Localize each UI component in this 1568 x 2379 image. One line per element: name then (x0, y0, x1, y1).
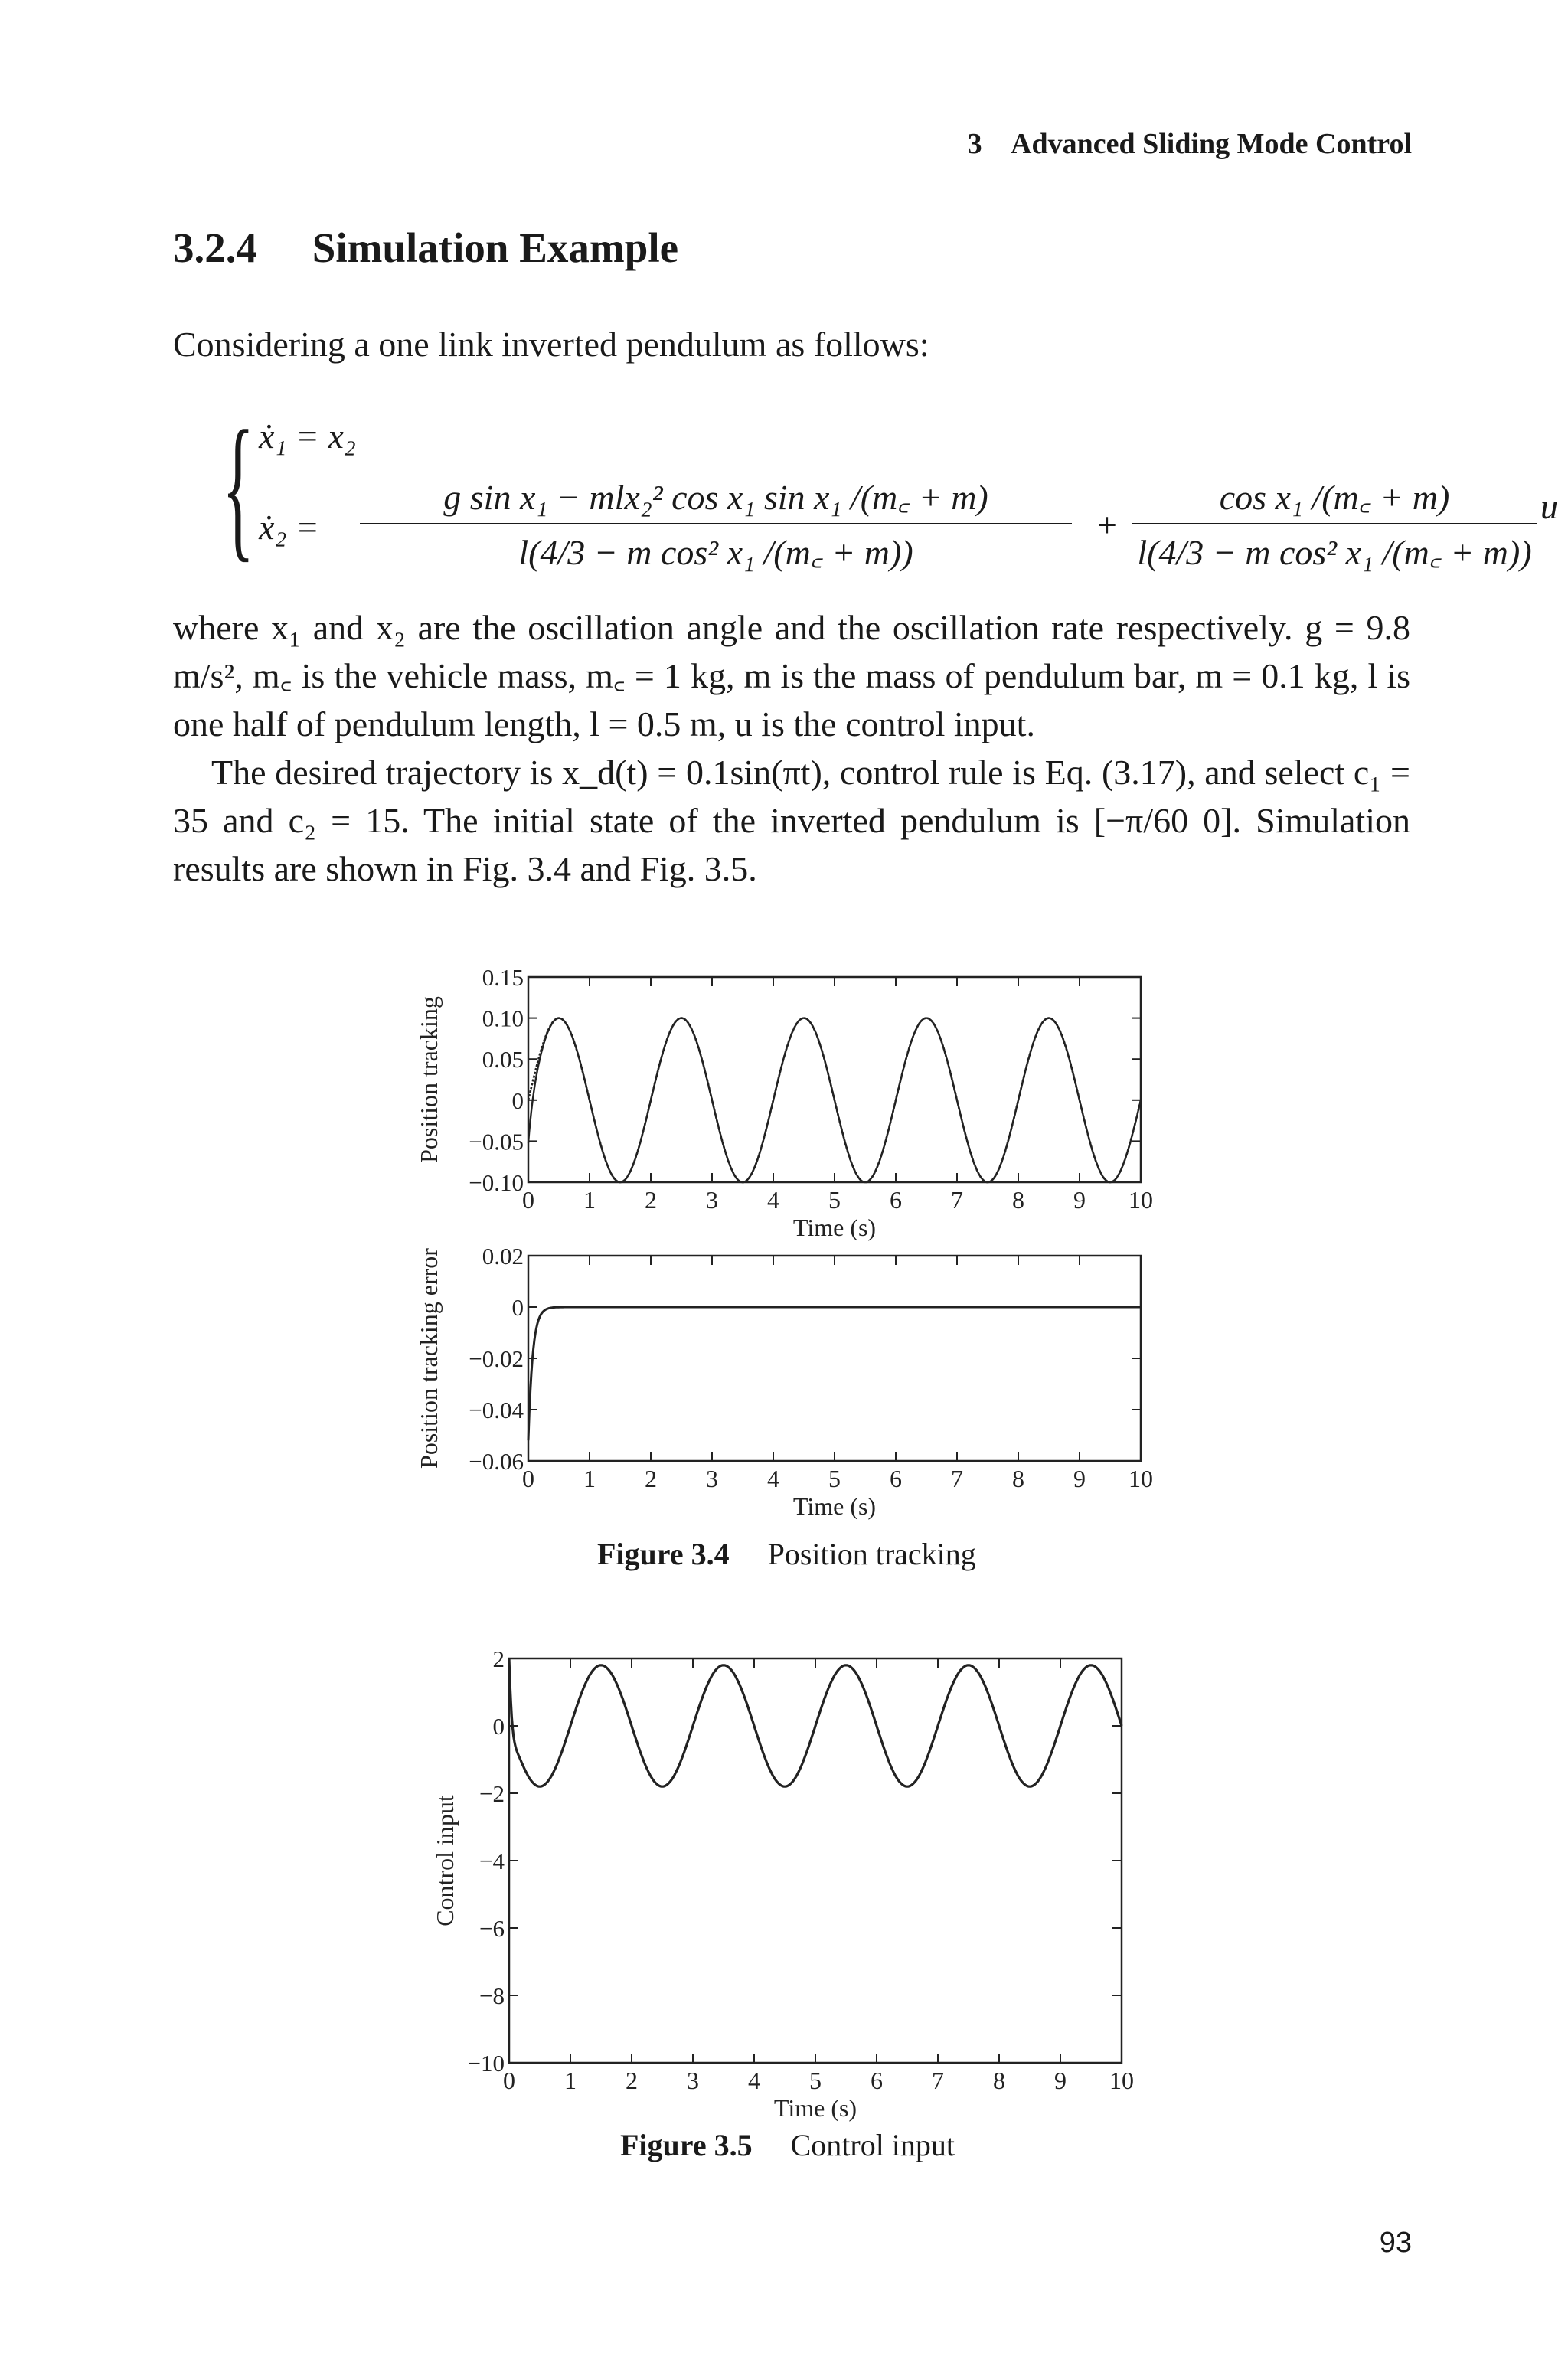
y-tick-label: −4 (479, 1848, 505, 1874)
figure-3-5 (431, 1645, 1164, 2125)
x-axis-label: Time (s) (792, 1492, 877, 1520)
figure-3-5-plot (431, 1645, 1164, 2122)
equation-row-1: ẋ₁ = x₂ (259, 417, 356, 456)
x-tick-label: 7 (951, 1465, 963, 1492)
equation-brace: { (222, 398, 255, 576)
y-tick-label: 0 (492, 1713, 505, 1740)
y-axis-label: Control input (431, 1795, 459, 1926)
x-tick-label: 5 (809, 2067, 822, 2094)
y-tick-label: 0 (511, 1087, 524, 1114)
y-tick-label: −0.02 (469, 1345, 524, 1372)
figure-3-4 (417, 966, 1175, 1529)
section-title-text: Simulation Example (312, 224, 679, 271)
y-axis-label: Position tracking error (415, 1248, 443, 1469)
x-tick-label: 3 (706, 1186, 718, 1214)
fraction-2 (1132, 472, 1537, 575)
fraction-1-denominator: l(4/3 − m cos² x₁ /(m꜀ + m)) (518, 533, 913, 572)
figure-3-5-caption (620, 2127, 955, 2163)
plot-frame (528, 977, 1141, 1182)
fraction-1 (360, 472, 1072, 575)
y-tick-label: −0.05 (469, 1128, 524, 1155)
x-tick-label: 8 (1012, 1186, 1024, 1214)
x-tick-label: 2 (645, 1465, 657, 1492)
x-tick-label: 0 (522, 1465, 534, 1492)
x-tick-label: 0 (522, 1186, 534, 1214)
fraction-2-numerator: cos x₁ /(m꜀ + m) (1219, 478, 1450, 517)
y-tick-label: 0.05 (482, 1046, 524, 1073)
y-tick-label: 0.15 (482, 964, 524, 991)
fraction-2-denominator: l(4/3 − m cos² x₁ /(m꜀ + m)) (1137, 533, 1532, 572)
equation-row-2-lhs: ẋ₂ = (259, 508, 319, 547)
figure-3-5-caption-text: Control input (790, 2128, 956, 2162)
x-tick-label: 5 (828, 1186, 841, 1214)
y-axis-label: Position tracking (415, 996, 443, 1163)
x-tick-label: 4 (767, 1465, 779, 1492)
x-tick-label: 6 (890, 1465, 902, 1492)
x-tick-label: 2 (626, 2067, 638, 2094)
x-tick-label: 4 (767, 1186, 779, 1214)
figure-3-4-caption (597, 1536, 976, 1572)
body-text (173, 603, 1410, 893)
y-tick-label: 0 (511, 1294, 524, 1321)
x-tick-label: 9 (1073, 1186, 1086, 1214)
running-head (968, 127, 1412, 161)
body-paragraph-1: where x₁ and x₂ are the oscillation angle and the oscillation rate respectively. g = 9.8 m/s², m꜀ is the vehicle mass, m꜀ = 1 kg, m is the mass of pendulum bar, m = 0.1 kg, l is one half of pendulum length, l = 0.5 m, u is the control input. (173, 608, 1410, 743)
x-tick-label: 6 (890, 1186, 902, 1214)
x-tick-label: 10 (1129, 1465, 1153, 1492)
series-control-input (509, 1658, 1122, 1786)
x-tick-label: 3 (687, 2067, 699, 2094)
x-tick-label: 6 (871, 2067, 883, 2094)
x-axis-label: Time (s) (773, 2094, 858, 2122)
y-tick-label: −8 (479, 1982, 505, 2009)
y-tick-label: 0.10 (482, 1005, 524, 1032)
x-tick-label: 10 (1129, 1186, 1153, 1214)
x-tick-label: 1 (583, 1465, 596, 1492)
y-tick-label: −2 (479, 1780, 505, 1807)
running-head-chapter: 3 (967, 128, 982, 160)
x-tick-label: 7 (932, 2067, 944, 2094)
x-tick-label: 0 (503, 2067, 515, 2094)
figure-3-4-label: Figure 3.4 (597, 1537, 730, 1571)
body-paragraph-2: The desired trajectory is x_d(t) = 0.1sin(πt), control rule is Eq. (3.17), and select c₁ = 35 and c₂ = 15. The initial state of the inverted pendulum is [−π/60 0]. Simulation results are shown in Fig. 3.4 and Fig. 3.5. (173, 753, 1410, 888)
plot-frame (528, 1256, 1141, 1461)
y-tick-label: −0.04 (469, 1397, 524, 1423)
y-tick-label: 2 (492, 1645, 505, 1672)
page-number: 93 (1379, 2227, 1412, 2259)
x-tick-label: 1 (583, 1186, 596, 1214)
x-tick-label: 4 (748, 2067, 760, 2094)
figure-3-4-caption-text: Position tracking (767, 1537, 976, 1571)
running-head-title: Advanced Sliding Mode Control (1011, 128, 1412, 160)
x-tick-label: 8 (993, 2067, 1005, 2094)
y-tick-label: −10 (467, 2050, 505, 2077)
intro-paragraph: Considering a one link inverted pendulum as follows: (173, 325, 929, 364)
section-title (173, 224, 678, 272)
x-tick-label: 9 (1054, 2067, 1067, 2094)
series-tracking-error (528, 1307, 1141, 1440)
equation-system (222, 398, 1558, 578)
figure-3-4-plot (417, 966, 1175, 1525)
x-tick-label: 1 (564, 2067, 577, 2094)
x-tick-label: 7 (951, 1186, 963, 1214)
series-position-x1 (528, 1018, 1141, 1182)
x-tick-label: 8 (1012, 1465, 1024, 1492)
x-tick-label: 3 (706, 1465, 718, 1492)
y-tick-label: −6 (479, 1915, 505, 1942)
plus-sign: + (1097, 505, 1117, 544)
y-tick-label: −0.10 (469, 1169, 524, 1196)
y-tick-label: −0.06 (469, 1448, 524, 1475)
fraction-1-bar (360, 523, 1072, 524)
x-tick-label: 9 (1073, 1465, 1086, 1492)
fraction-1-numerator: g sin x₁ − mlx₂² cos x₁ sin x₁ /(m꜀ + m) (443, 478, 988, 517)
section-number: 3.2.4 (173, 224, 257, 271)
fraction-2-bar (1132, 523, 1537, 524)
x-tick-label: 10 (1109, 2067, 1134, 2094)
x-axis-label: Time (s) (792, 1214, 877, 1241)
figure-3-5-label: Figure 3.5 (620, 2128, 753, 2162)
y-tick-label: 0.02 (482, 1243, 524, 1270)
control-input-symbol: u (1540, 487, 1558, 526)
x-tick-label: 2 (645, 1186, 657, 1214)
x-tick-label: 5 (828, 1465, 841, 1492)
plot-frame (509, 1658, 1122, 2063)
